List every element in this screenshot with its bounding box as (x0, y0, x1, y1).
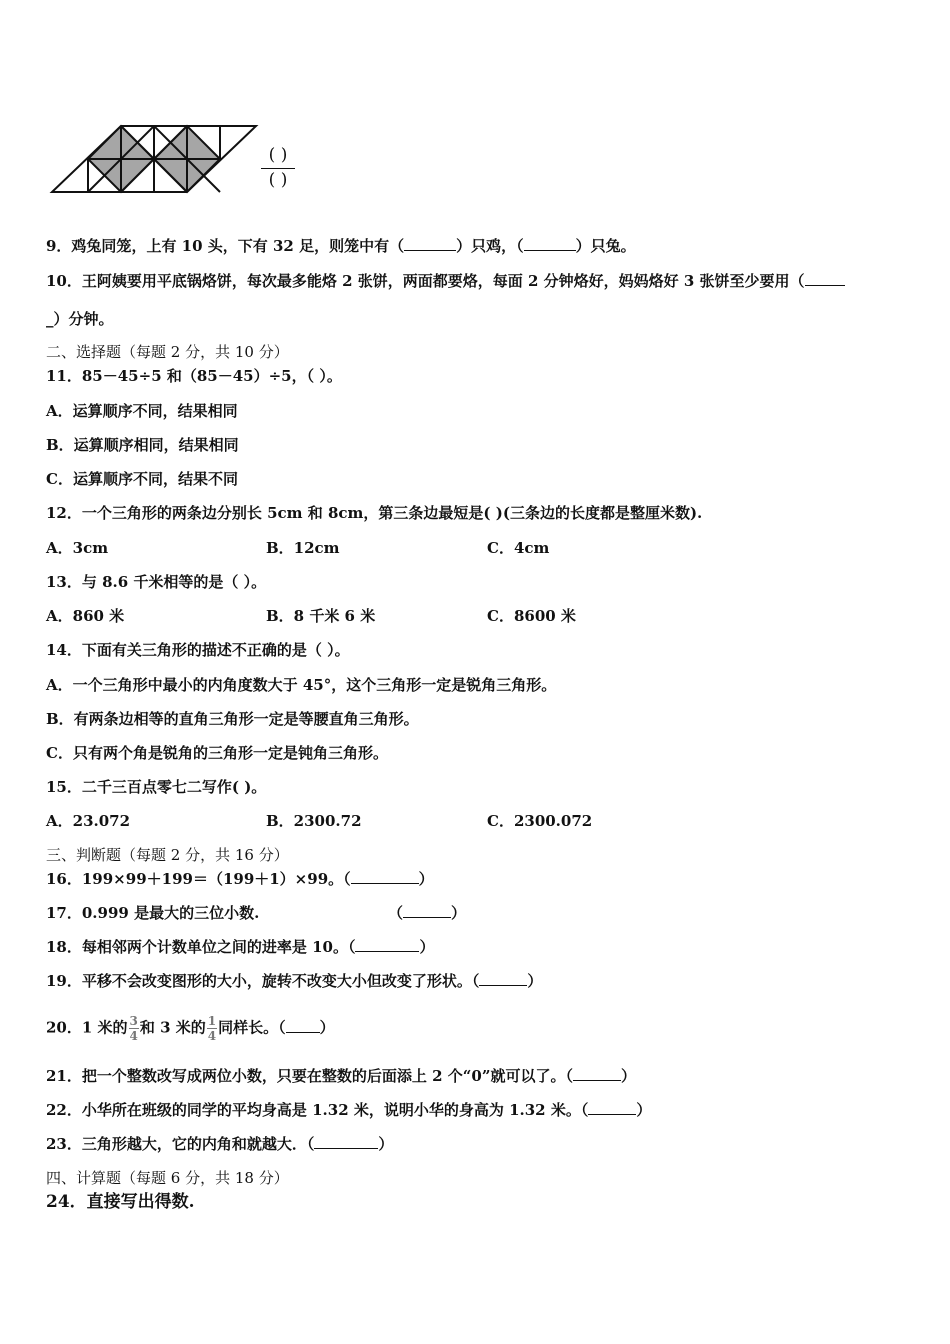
fraction-three-quarters: $\frac{3}{4}$ (129, 1014, 138, 1043)
question-14-option-b[interactable]: B．有两条边相等的直角三角形一定是等腰直角三角形。 (46, 710, 419, 728)
question-14-option-c[interactable]: C．只有两个角是锐角的三角形一定是钝角三角形。 (46, 744, 388, 762)
question-12-option-b[interactable]: B．12cm (266, 539, 340, 557)
question-13-option-a[interactable]: A．860 米 (46, 607, 125, 625)
question-12-option-c[interactable]: C．4cm (487, 539, 550, 557)
fraction-denominator-blank: ( ) (268, 170, 288, 190)
question-14-option-a[interactable]: A．一个三角形中最小的内角度数大于 45°，这个三角形一定是锐角三角形。 (46, 676, 557, 694)
question-13-stem: 13．与 8.6 千米相等的是（ ）。 (46, 573, 267, 591)
question-23: 23．三角形越大，它的内角和就越大．（ ） (46, 1135, 394, 1153)
question-13-option-b[interactable]: B．8 千米 6 米 (266, 607, 376, 625)
fraction-numerator-blank: ( ) (268, 145, 288, 165)
answer-blank[interactable] (286, 1018, 320, 1033)
question-11-option-b[interactable]: B．运算顺序相同，结果相同 (46, 436, 239, 454)
answer-blank[interactable] (805, 271, 845, 286)
question-11-stem: 11．85－45÷5 和（85－45）÷5，（ ）。 (46, 367, 342, 385)
question-15-option-c[interactable]: C．2300.072 (487, 812, 593, 830)
question-13-option-c[interactable]: C．8600 米 (487, 607, 576, 625)
question-20: 20．1 米的 $\frac{3}{4}$ 和 3 米的 $\frac{1}{4}$ 同样长。（ ） (46, 1014, 335, 1043)
question-12-option-a[interactable]: A．3cm (46, 539, 109, 557)
question-10: 10．王阿姨要用平底锅烙饼，每次最多能烙 2 张饼，两面都要烙，每面 2 分钟烙好，妈妈烙好 3 张饼至少要用（ (46, 271, 845, 291)
question-15-stem: 15．二千三百点零七二写作( )。 (46, 778, 267, 796)
answer-blank[interactable] (524, 236, 576, 251)
triangle-grid-figure (46, 120, 261, 198)
question-17-blank: （ ） (388, 904, 467, 922)
question-15-option-b[interactable]: B．2300.72 (266, 812, 362, 830)
answer-blank[interactable] (355, 937, 419, 952)
answer-blank[interactable] (314, 1134, 378, 1149)
figure-fraction-blank (258, 145, 298, 192)
question-21: 21．把一个整数改写成两位小数，只要在整数的后面添上 2 个“0”就可以了。（ ） (46, 1067, 636, 1085)
question-17: 17．0.999 是最大的三位小数. (46, 904, 260, 922)
section-heading-judgement: 三、判断题（每题 2 分，共 16 分） (46, 846, 289, 864)
answer-blank[interactable] (403, 903, 451, 918)
answer-blank[interactable] (588, 1100, 636, 1115)
answer-blank[interactable] (351, 869, 419, 884)
question-22: 22．小华所在班级的同学的平均身高是 1.32 米，说明小华的身高为 1.32 米。（ ） (46, 1101, 652, 1119)
section-heading-calculation: 四、计算题（每题 6 分，共 18 分） (46, 1169, 289, 1187)
question-11-option-c[interactable]: C．运算顺序不同，结果不同 (46, 470, 238, 488)
question-19: 19．平移不会改变图形的大小，旋转不改变大小但改变了形状。（ ） (46, 972, 543, 990)
section-heading-choice: 二、选择题（每题 2 分，共 10 分） (46, 343, 289, 361)
question-12-stem: 12．一个三角形的两条边分别长 5cm 和 8cm，第三条边最短是( )(三条边的长度都是整厘米数). (46, 504, 703, 522)
question-24: 24．直接写出得数. (46, 1192, 195, 1212)
question-18: 18．每相邻两个计数单位之间的进率是 10。（ ） (46, 938, 435, 956)
question-11-option-a[interactable]: A．运算顺序不同，结果相同 (46, 402, 238, 420)
question-14-stem: 14．下面有关三角形的描述不正确的是（ ）。 (46, 641, 350, 659)
question-9: 9．鸡兔同笼，上有 10 头，下有 32 足，则笼中有（ ）只鸡，（ ）只兔。 (46, 237, 636, 255)
question-15-option-a[interactable]: A．23.072 (46, 812, 131, 830)
answer-blank[interactable] (404, 236, 456, 251)
answer-blank[interactable] (479, 971, 527, 986)
question-16: 16．199×99＋199＝（199＋1）×99。（ ） (46, 870, 434, 888)
fraction-one-quarter: $\frac{1}{4}$ (207, 1014, 217, 1043)
answer-blank[interactable] (573, 1066, 621, 1081)
question-10-cont: _）分钟。 (46, 310, 114, 328)
